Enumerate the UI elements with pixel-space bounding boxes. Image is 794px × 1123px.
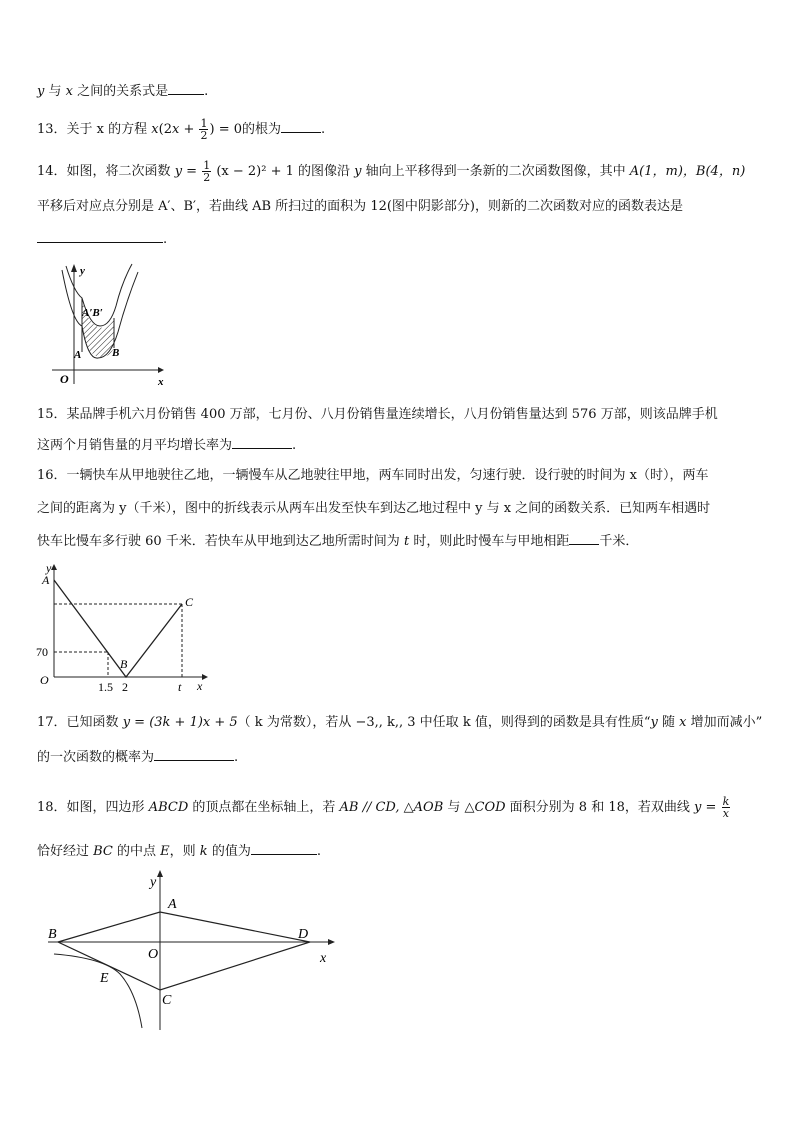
q16-var-t: t	[403, 534, 410, 549]
q17-var-x: x	[679, 715, 687, 730]
q18-y-arrow	[157, 870, 163, 877]
q15-answer-blank[interactable]	[232, 436, 292, 449]
q13-number: 13．	[37, 122, 67, 137]
q18-frac-den: x	[722, 807, 729, 820]
q12-mid: 与	[44, 84, 66, 99]
q13-eq-e: ) = 0	[209, 122, 242, 137]
q16-label-O: O	[40, 673, 49, 687]
q18-answer-blank[interactable]	[251, 842, 317, 855]
q13-end: .	[321, 122, 326, 137]
q14-frac-num: 1	[203, 159, 211, 172]
q13-answer-blank[interactable]	[281, 120, 321, 133]
q16-answer-blank[interactable]	[569, 532, 599, 545]
q18-e: E	[160, 844, 170, 859]
q15-line1	[37, 406, 718, 424]
q18-var-y: y	[694, 800, 702, 815]
q18-label-x: x	[320, 951, 327, 966]
q18-text-2d: 的值为	[207, 844, 251, 859]
q13-frac-den: 2	[200, 129, 208, 142]
q14-end: .	[163, 232, 168, 247]
q14-label-x: x	[158, 376, 164, 388]
q17-line2	[37, 748, 238, 767]
q14-figure	[48, 262, 178, 388]
q15-end: .	[292, 438, 297, 453]
q14-text-c: 轴向上平移得到一条新的二次函数图像，其中	[361, 164, 630, 179]
q14-text-a: 如图，将二次函数	[66, 164, 175, 179]
q16-label-A: A	[42, 573, 50, 587]
q16-y-arrow	[51, 564, 57, 570]
q14-label-B: B	[112, 347, 120, 359]
q13-eq-x: x	[151, 122, 159, 137]
q12-var-x: x	[65, 84, 73, 99]
q12-end: .	[204, 84, 209, 99]
q17-text-b: （ k 为常数），若从 −3,, k,, 3 中任取 k 值，则得到的函数是具有性质“	[237, 715, 651, 730]
q17-answer-blank[interactable]	[154, 748, 234, 761]
q13-eq-plus: +	[179, 122, 199, 137]
q14-answer-blank[interactable]	[37, 230, 163, 243]
q16-label-B: B	[120, 657, 128, 671]
q14-label-A-prime-B-prime: A′B′	[82, 307, 103, 319]
q16-number: 16．	[37, 468, 67, 483]
q18-text-b: 的顶点都在坐标轴上，若	[188, 800, 340, 815]
q12-var-y: y	[37, 84, 45, 99]
q16-label-C: C	[185, 595, 194, 609]
q18-text-a: 如图，四边形	[66, 800, 149, 815]
q18-text-2a: 恰好经过	[37, 844, 94, 859]
q14-label-y: y	[80, 265, 85, 277]
q18-cod: △COD	[464, 800, 506, 815]
q15-text-1: 某品牌手机六月份销售 400 万部，七月份、八月份销售量连续增长，八月份销售量达到 576 万部，则该品牌手机	[66, 407, 718, 422]
q18-text-2c: ，则	[169, 844, 200, 859]
q17-text-c: 随	[657, 715, 680, 730]
q16-label-70: 70	[36, 645, 48, 659]
q18-text-2b: 的中点	[112, 844, 161, 859]
q18-text-c: 与	[443, 800, 465, 815]
q17-text-2: 的一次函数的概率为	[37, 750, 155, 765]
q17-var-y: y	[650, 715, 658, 730]
q18-k: k	[199, 844, 208, 859]
q18-quadrilateral-ABCD	[58, 912, 310, 990]
q12-tail	[37, 82, 208, 101]
q14-line1	[37, 160, 745, 183]
q15-line2	[37, 436, 296, 455]
q14-frac-den: 2	[203, 171, 211, 184]
q17-end: .	[234, 750, 239, 765]
q18-x-arrow	[328, 939, 335, 945]
q14-number: 14．	[37, 164, 67, 179]
q14-line3	[37, 230, 167, 249]
q18-text-d: 面积分别为 8 和 18，若双曲线	[505, 800, 695, 815]
q18-line1	[37, 796, 731, 819]
q13-eq-b: (2	[158, 122, 172, 137]
q16-text-3c: 千米．	[599, 534, 639, 549]
q16-text-1: 一辆快车从甲地驶往乙地，一辆慢车从乙地驶往甲地，两车同时出发，匀速行驶．设行驶的时间为 x（时），两车	[66, 468, 709, 483]
q16-label-1-5: 1.5	[98, 680, 113, 694]
q16-label-2: 2	[122, 680, 128, 694]
q16-figure	[34, 562, 214, 696]
q16-label-y: y	[46, 562, 52, 575]
q14-points: A(1，m)，B(4，n)	[629, 164, 746, 179]
q18-abcd: ABCD	[148, 800, 189, 815]
q18-hyperbola	[54, 954, 142, 1028]
q16-polyline	[54, 580, 182, 677]
q18-label-C: C	[162, 993, 172, 1008]
q18-label-y: y	[150, 875, 157, 890]
q13-text1: 关于 x 的方程	[66, 122, 152, 137]
q14-line2: 平移后对应点分别是 A′、B′，若曲线 AB 所扫过的面积为 12(图中阴影部分)，则新的二次函数对应的函数表达是	[37, 199, 684, 214]
q18-label-B: B	[48, 927, 57, 942]
q16-line1	[37, 467, 709, 485]
q18-label-E: E	[100, 971, 109, 986]
q13-fraction	[199, 118, 208, 141]
q16-x-arrow	[202, 674, 208, 680]
q14-text-b: (x − 2)² + 1 的图像沿	[212, 164, 355, 179]
q18-bc: BC	[93, 844, 113, 859]
q15-text-2: 这两个月销售量的月平均增长率为	[37, 438, 233, 453]
q18-label-D: D	[298, 927, 309, 942]
q16-label-t: t	[178, 680, 182, 694]
q16-line3	[37, 532, 638, 551]
q13-eq-x2: x	[171, 122, 180, 137]
q17-text-a: 已知函数	[66, 715, 123, 730]
q14-var-y: y	[174, 164, 183, 179]
q14-y-arrow	[71, 264, 77, 272]
q16-line2: 之间的距离为 y（千米），图中的折线表示从两车出发至快车到达乙地过程中 y 与 x 之间的函数关系．已知两车相遇时	[37, 501, 711, 516]
q17-line1	[37, 714, 762, 732]
q15-number: 15．	[37, 407, 67, 422]
q18-eq: =	[701, 800, 721, 815]
q18-label-O: O	[148, 947, 159, 962]
q17-number: 17．	[37, 715, 67, 730]
q18-label-A: A	[168, 897, 177, 912]
q12-text: 之间的关系式是	[72, 84, 169, 99]
q18-condition: AB // CD, △AOB	[339, 800, 444, 815]
q18-figure	[44, 868, 344, 1034]
q13-text2: 的根为	[241, 122, 281, 137]
q14-x-arrow	[158, 367, 164, 373]
q16-text-3b: 时，则此时慢车与甲地相距	[409, 534, 570, 549]
q18-number: 18．	[37, 800, 67, 815]
q17-equation: y = (3k + 1)x + 5	[122, 715, 238, 730]
q16-label-x: x	[197, 679, 203, 693]
q18-frac-num: k	[722, 795, 730, 808]
q14-label-A: A	[74, 349, 82, 361]
q13	[37, 118, 325, 141]
q14-var-y2: y	[354, 164, 362, 179]
q17-text-d: 增加而减小”	[686, 715, 763, 730]
q18-fraction	[722, 796, 731, 819]
q18-line2	[37, 842, 321, 861]
q18-end: .	[316, 844, 321, 859]
q14-eq: =	[182, 164, 202, 179]
q12-answer-blank[interactable]	[168, 82, 204, 95]
q13-frac-num: 1	[200, 117, 208, 130]
q16-text-3a: 快车比慢车多行驶 60 千米．若快车从甲地到达乙地所需时间为	[37, 534, 404, 549]
q14-fraction	[202, 160, 211, 183]
q14-label-O: O	[60, 372, 69, 386]
